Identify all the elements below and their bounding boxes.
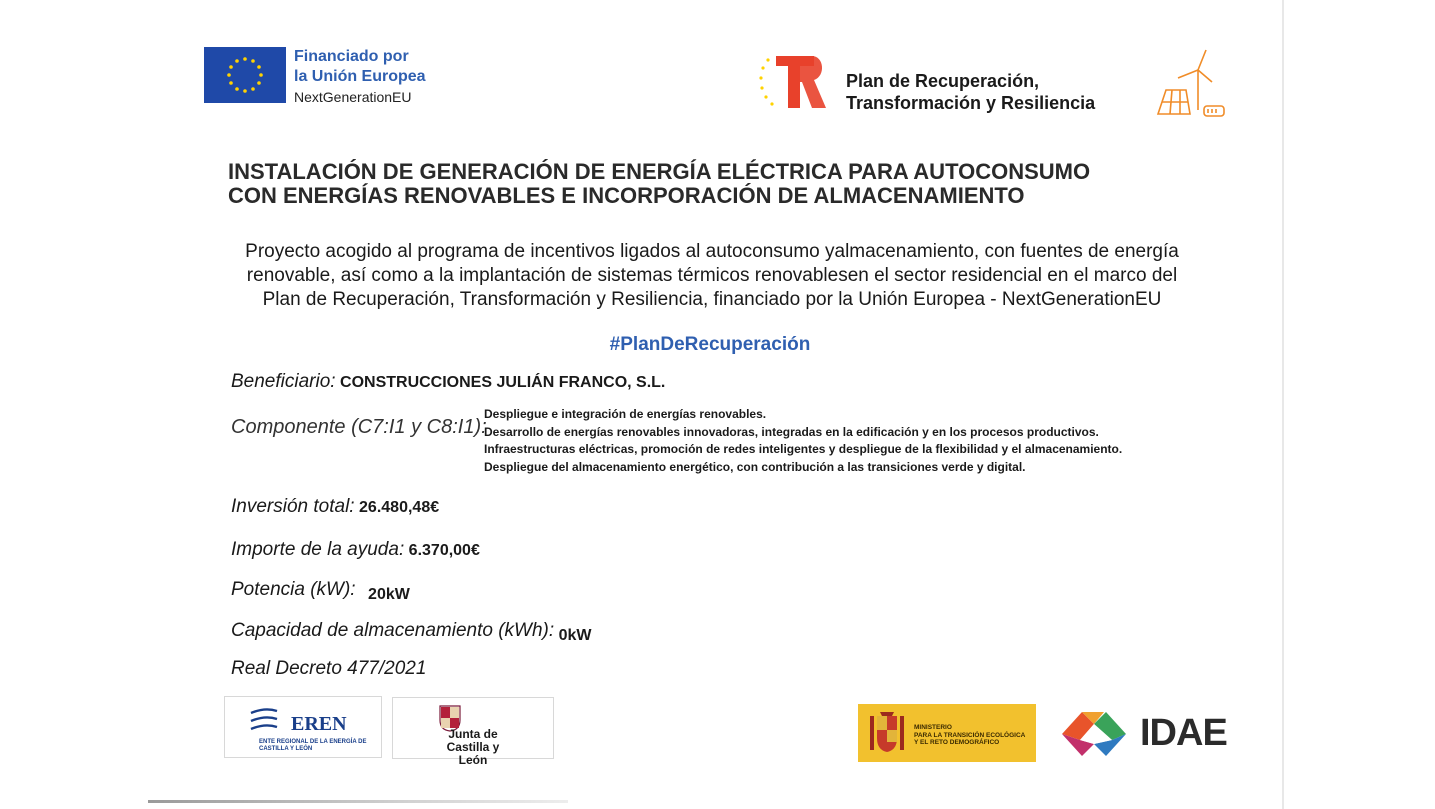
- componente-list: [484, 406, 1122, 476]
- beneficiario-label: Beneficiario:: [231, 371, 336, 392]
- ministry-logo: [858, 704, 1036, 762]
- eren-logo: [224, 696, 382, 758]
- capacidad-value: 0kW: [558, 627, 592, 644]
- description-line-3: Plan de Recuperación, Transformación y Resiliencia, financiado por la Unión Europea - NextGenerationEU: [262, 289, 1162, 310]
- scan-edge-right: [1282, 0, 1284, 809]
- description-line-2: renovable, así como a la implantación de sistemas térmicos renovablesen el sector residencial en el marco del: [246, 265, 1178, 286]
- importe-label: Importe de la ayuda:: [231, 539, 405, 560]
- ministry-text: [914, 724, 1034, 747]
- inversion-label: Inversión total:: [231, 496, 355, 517]
- hashtag: #PlanDeRecuperación: [609, 334, 811, 355]
- componente-item: Despliegue e integración de energías renovables.: [484, 407, 767, 421]
- potencia-value: 20kW: [368, 586, 410, 603]
- componente-row: [231, 416, 487, 439]
- prtr-logo-icon: [756, 52, 828, 112]
- inversion-value: 26.480,48€: [359, 499, 440, 516]
- beneficiario-row: [231, 371, 665, 393]
- beneficiario-value: CONSTRUCCIONES JULIÁN FRANCO, S.L.: [340, 374, 666, 391]
- eu-flag-icon: [204, 47, 286, 103]
- prtr-line-1: Plan de Recuperación,: [846, 71, 1040, 91]
- page-title: [228, 160, 1188, 208]
- junta-logo: [392, 697, 554, 767]
- eu-line-2: la Unión Europea: [294, 68, 426, 85]
- prtr-line-2: Transformación y Resiliencia: [846, 93, 1096, 113]
- idae-mark-icon: [1052, 704, 1136, 764]
- componente-item: Despliegue del almacenamiento energético, con contribución a las transiciones verde y digital.: [484, 459, 1026, 474]
- junta-line-1: Junta de: [448, 727, 498, 741]
- componente-label: Componente (C7:I1 y C8:I1):: [231, 416, 487, 438]
- idae-name: IDAE: [1140, 712, 1227, 754]
- real-decreto-row: [231, 658, 426, 680]
- componente-item: Desarrollo de energías renovables innovadoras, integradas en la edificación y en los procesos productivos.: [484, 424, 1099, 439]
- eu-line-3: NextGenerationEU: [294, 89, 412, 105]
- junta-name: [433, 728, 513, 767]
- scan-edge-bottom: [148, 800, 568, 803]
- inversion-row: [231, 496, 439, 518]
- project-description: [212, 240, 1212, 312]
- eren-name: EREN: [291, 713, 347, 735]
- ministry-line-2: PARA LA TRANSICIÓN ECOLÓGICA: [914, 731, 1026, 739]
- componente-item: Infraestructuras eléctricas, promoción de redes inteligentes y despliegue de la flexibilidad y el almacenamiento.: [484, 442, 1123, 456]
- ministry-line-3: Y EL RETO DEMOGRÁFICO: [914, 739, 1000, 746]
- prtr-text: [846, 70, 1095, 114]
- title-line-1: INSTALACIÓN DE GENERACIÓN DE ENERGÍA ELÉCTRICA PARA AUTOCONSUMO: [228, 159, 1091, 184]
- junta-line-2: Castilla y León: [446, 740, 500, 767]
- eu-funding-text: [294, 47, 426, 107]
- eren-mark-icon: [247, 705, 283, 737]
- wind-solar-icon: [1152, 48, 1228, 122]
- spain-coat-of-arms-icon: [868, 710, 906, 756]
- description-line-1: Proyecto acogido al programa de incentivos ligados al autoconsumo yalmacenamiento, con fuentes de energía: [245, 241, 1179, 262]
- eu-line-1: Financiado por: [294, 48, 409, 65]
- ministry-line-1: MINISTERIO: [914, 724, 952, 731]
- title-line-2: CON ENERGÍAS RENOVABLES E INCORPORACIÓN DE ALMACENAMIENTO: [228, 183, 1025, 208]
- potencia-label: Potencia (kW):: [231, 579, 356, 600]
- eren-subtitle: ENTE REGIONAL DE LA ENERGÍA DE CASTILLA Y LEÓN: [259, 739, 367, 752]
- importe-value: 6.370,00€: [408, 542, 480, 559]
- potencia-row: [231, 579, 410, 601]
- real-decreto: Real Decreto 477/2021: [231, 658, 427, 679]
- capacidad-row: [231, 620, 592, 642]
- importe-row: [231, 539, 480, 561]
- capacidad-label: Capacidad de almacenamiento (kWh):: [231, 620, 555, 641]
